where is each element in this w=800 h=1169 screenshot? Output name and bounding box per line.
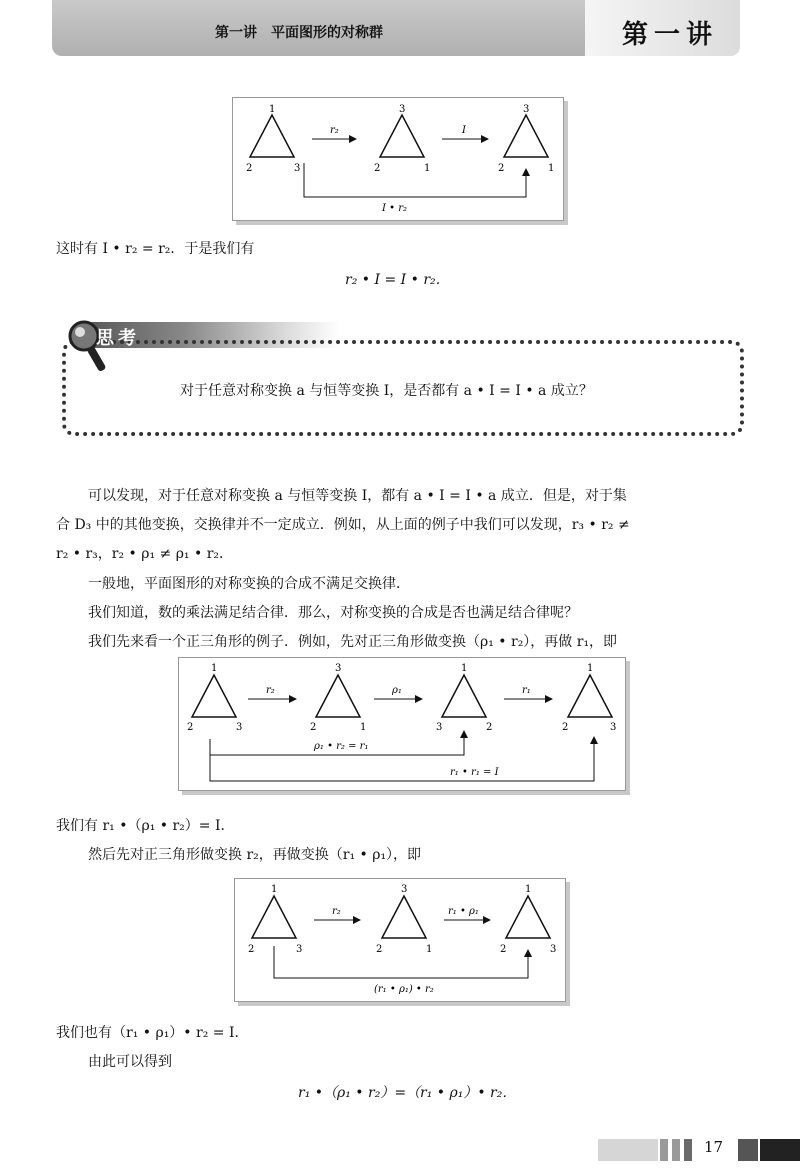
- vertex-label: 2: [562, 722, 569, 733]
- triangle: [568, 675, 612, 717]
- arrow-label: ρ₁: [392, 685, 402, 696]
- arrow-label: r₂: [332, 906, 341, 917]
- vertex-label: 3: [296, 944, 303, 955]
- vertex-label: 1: [525, 884, 532, 895]
- chapter-title: 第一讲 平面图形的对称群: [215, 25, 383, 41]
- vertex-label: 3: [335, 663, 342, 674]
- vertex-label: 2: [310, 722, 317, 733]
- triangle: [506, 896, 550, 938]
- vertex-label: 1: [461, 663, 468, 674]
- page-number: 17: [704, 1138, 724, 1156]
- vertex-label: 3: [550, 944, 557, 955]
- triangle: [380, 115, 424, 157]
- vertex-label: 2: [376, 944, 383, 955]
- vertex-label: 1: [271, 884, 278, 895]
- text-line: 由此可以得到: [88, 1054, 172, 1070]
- arrow-label: r₁ • ρ₁: [448, 906, 479, 917]
- triangle: [252, 896, 296, 938]
- composite-arrow: [274, 946, 528, 978]
- figure-3-diagram: [234, 878, 564, 1002]
- figure-2-diagram: [178, 657, 624, 791]
- vertex-label: 2: [498, 163, 505, 174]
- paragraph-line: 一般地，平面图形的对称变换的合成不满足交换律．: [88, 576, 410, 592]
- arrow-label: I: [462, 125, 466, 136]
- text-line: 这时有 I • r₂ = r₂．于是我们有: [56, 241, 255, 257]
- composite-label: ρ₁ • r₂ = r₁: [314, 741, 369, 752]
- arrow-label: r₂: [266, 685, 275, 696]
- vertex-label: 2: [246, 163, 253, 174]
- vertex-label: 3: [610, 722, 617, 733]
- vertex-label: 2: [248, 944, 255, 955]
- triangle: [442, 675, 486, 717]
- paragraph-line: 我们知道，数的乘法满足结合律．那么，对称变换的合成是否也满足结合律呢？: [88, 605, 578, 621]
- text-line: 然后先对正三角形做变换 r₂，再做变换（r₁ • ρ₁），即: [88, 847, 422, 863]
- arrow-label: r₂: [330, 125, 339, 136]
- composite-label: r₁ • r₁ = I: [450, 767, 499, 778]
- vertex-label: 2: [374, 163, 381, 174]
- vertex-label: 1: [360, 722, 367, 733]
- triangle: [192, 675, 236, 717]
- figure-1-diagram: [232, 97, 562, 221]
- vertex-label: 1: [269, 104, 276, 115]
- paragraph-line: 我们先来看一个正三角形的例子．例如，先对正三角形做变换（ρ₁ • r₂），再做 r₁，即: [88, 634, 618, 650]
- triangle: [250, 115, 294, 157]
- composite-label: (r₁ • ρ₁) • r₂: [374, 984, 434, 995]
- vertex-label: 2: [187, 722, 194, 733]
- composite-label: I • r₂: [382, 203, 407, 214]
- text-line: 我们也有（r₁ • ρ₁）• r₂ = I．: [56, 1025, 249, 1041]
- arrow-label: r₁: [522, 685, 531, 696]
- text-line: 我们有 r₁ •（ρ₁ • r₂）= I．: [56, 818, 235, 834]
- vertex-label: 3: [401, 884, 408, 895]
- composite-arrow: [304, 163, 526, 197]
- vertex-label: 3: [236, 722, 243, 733]
- paragraph-line: r₂ • r₃，r₂ • ρ₁ ≠ ρ₁ • r₂．: [56, 546, 234, 562]
- triangle: [504, 115, 548, 157]
- vertex-label: 3: [523, 104, 530, 115]
- vertex-label: 3: [294, 163, 301, 174]
- vertex-label: 1: [426, 944, 433, 955]
- vertex-label: 2: [486, 722, 493, 733]
- vertex-label: 3: [436, 722, 443, 733]
- vertex-label: 2: [500, 944, 507, 955]
- formula: r₂ • I = I • r₂．: [345, 272, 450, 288]
- formula: r₁ •（ρ₁ • r₂）=（r₁ • ρ₁）• r₂．: [298, 1085, 517, 1101]
- vertex-label: 1: [211, 663, 218, 674]
- triangle: [382, 896, 426, 938]
- paragraph-line: 合 D₃ 中的其他变换，交换律并不一定成立．例如，从上面的例子中我们可以发现，r₃ • r₂ ≠: [56, 517, 630, 533]
- chapter-tab-label: 第一讲: [622, 20, 719, 50]
- vertex-label: 1: [587, 663, 594, 674]
- think-title: 思考: [96, 328, 140, 349]
- footer-decoration: [598, 1135, 800, 1163]
- think-question: 对于任意对称变换 a 与恒等变换 I，是否都有 a • I = I • a 成立？: [180, 383, 593, 399]
- vertex-label: 1: [548, 163, 555, 174]
- composite-arrow: [210, 737, 594, 781]
- vertex-label: 3: [399, 104, 406, 115]
- triangle: [316, 675, 360, 717]
- paragraph-line: 可以发现，对于任意对称变换 a 与恒等变换 I，都有 a • I = I • a 成立．但是，对于集: [88, 488, 627, 504]
- vertex-label: 1: [424, 163, 431, 174]
